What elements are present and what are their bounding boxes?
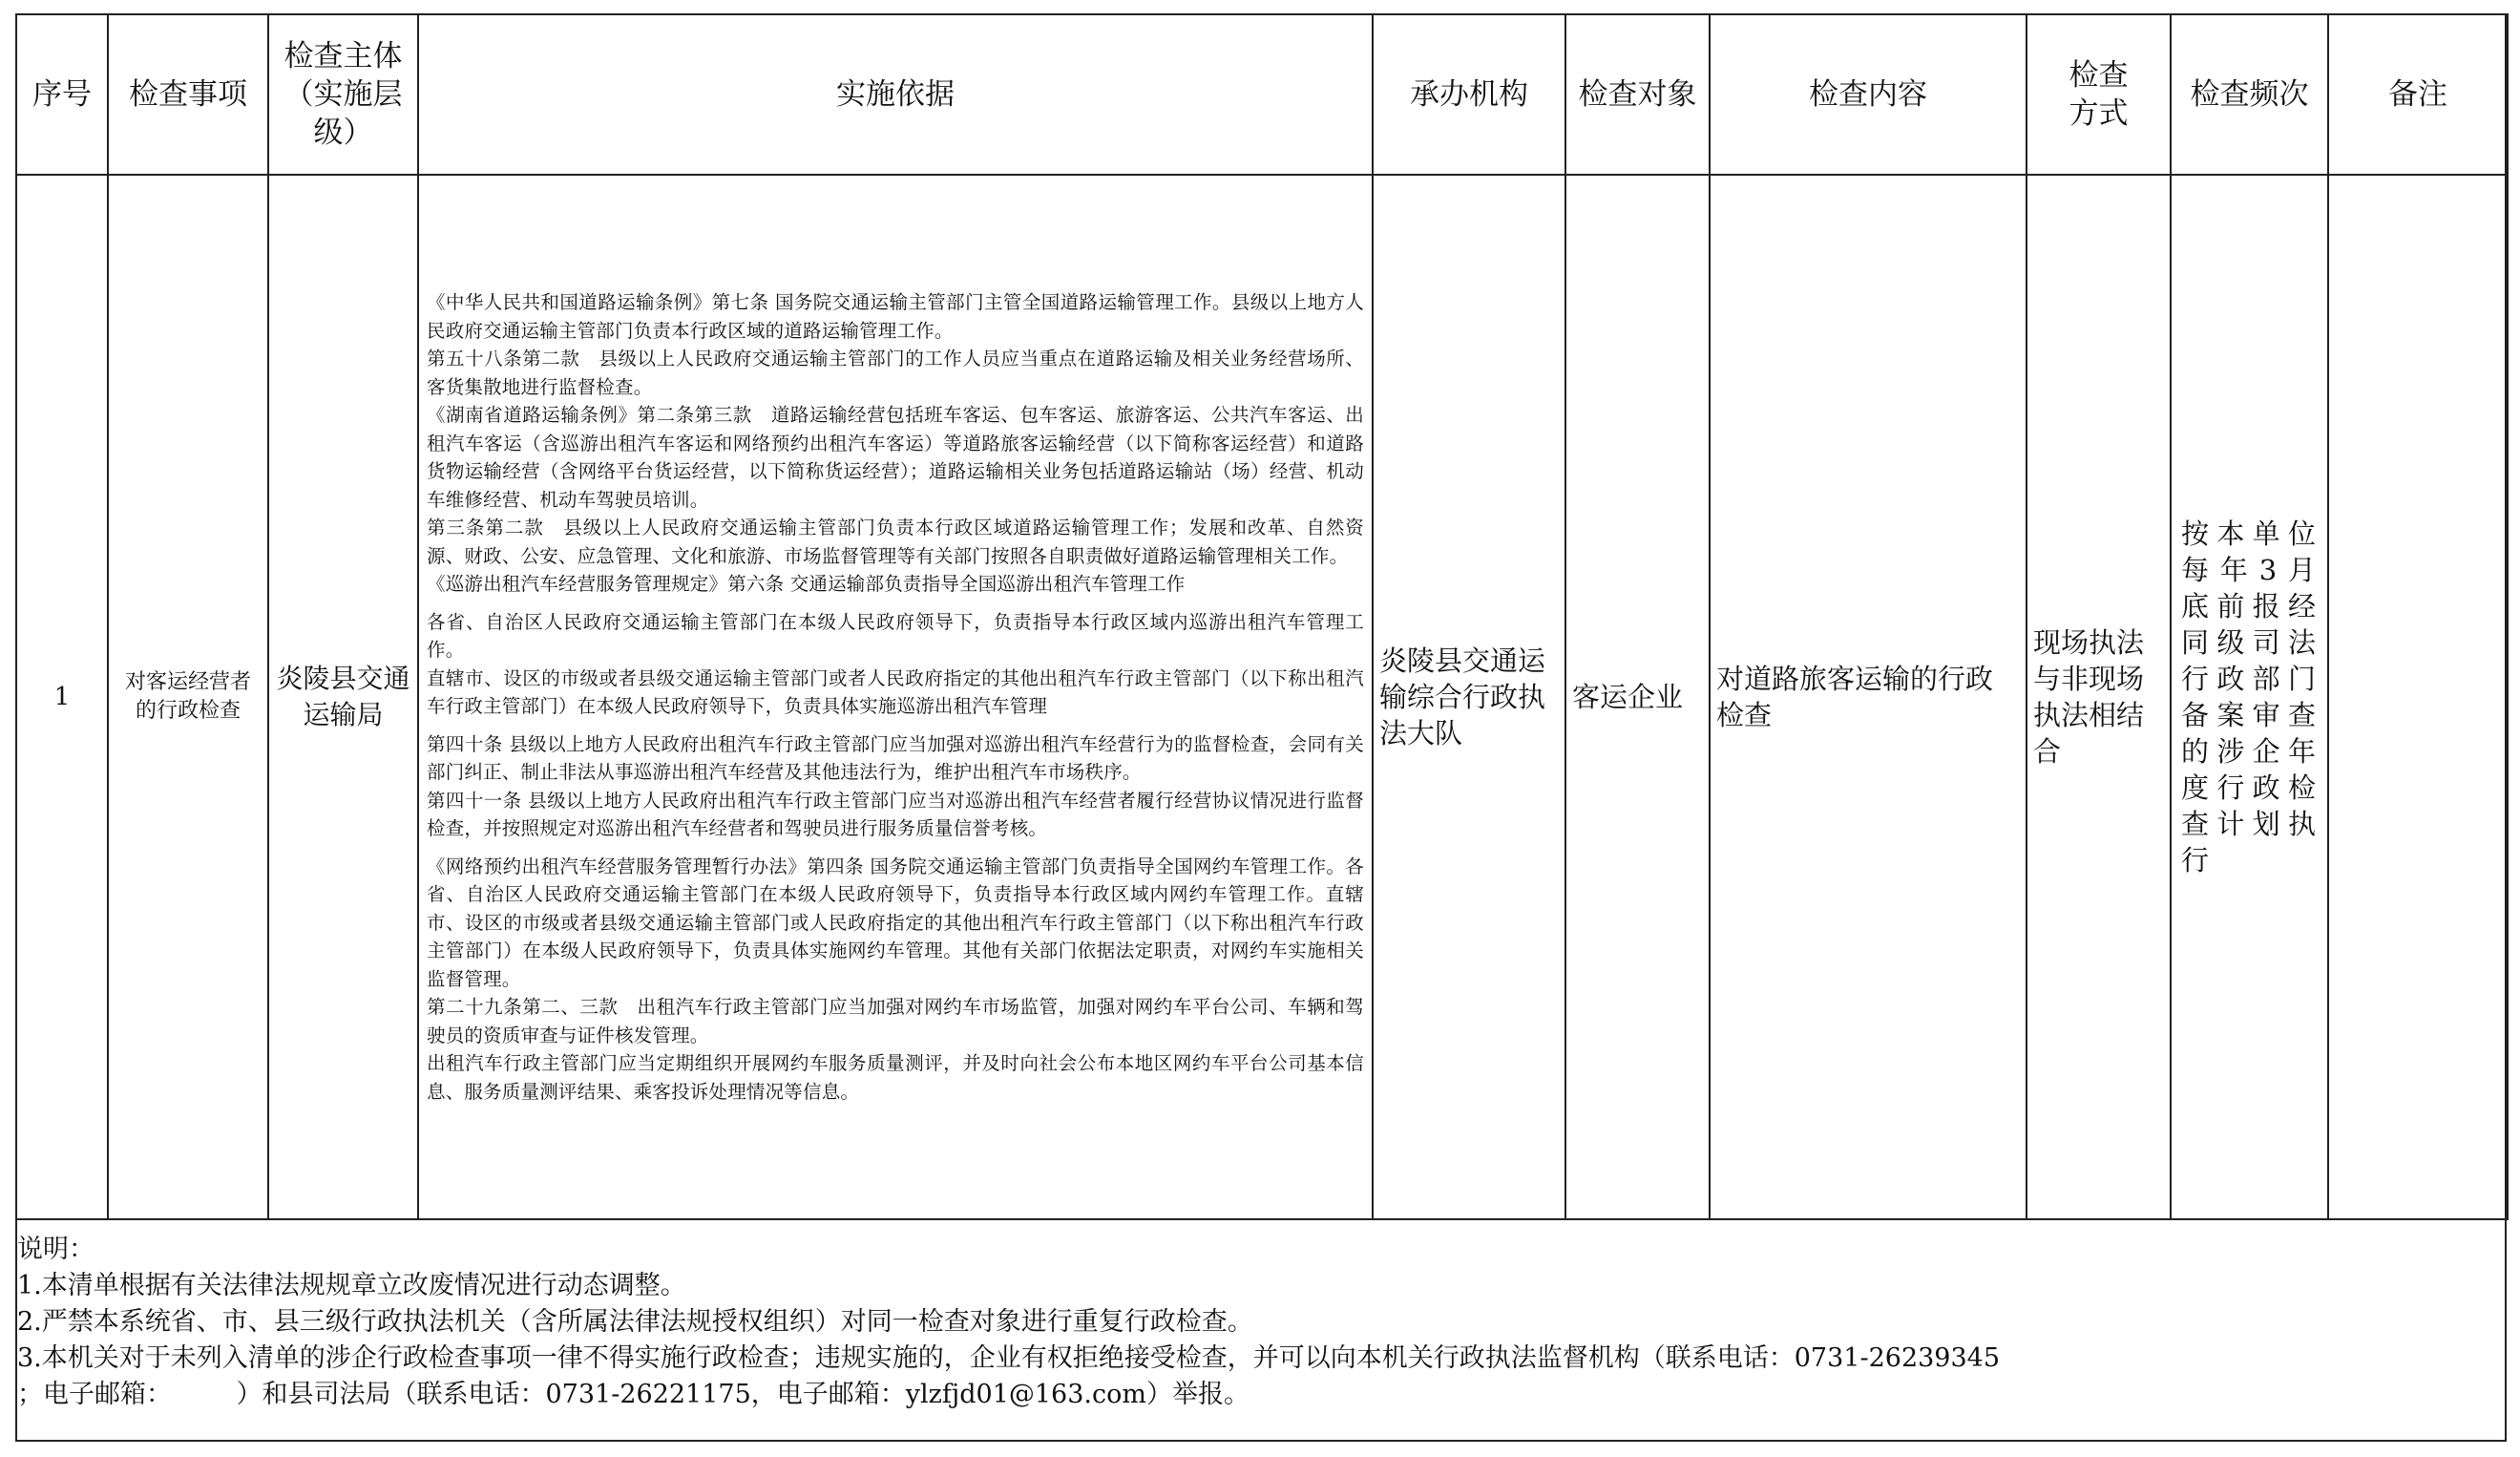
header-subject-line1: 检查主体 (284, 39, 403, 74)
header-method-line2: 方式 (2068, 96, 2129, 131)
header-row (16, 14, 2508, 175)
header-content: 检查内容 (1710, 14, 2026, 175)
header-frequency: 检查频次 (2171, 14, 2328, 175)
table-row (16, 175, 2508, 1219)
basis-paragraph: 第五十八条第二款 县级以上人民政府交通运输主管部门的工作人员应当重点在道路运输及相关业务经营场所、客货集散地进行监督检查。 (427, 348, 1364, 398)
notes-section (17, 1232, 2505, 1413)
inspection-table (15, 13, 2509, 1220)
notes-line: 3.本机关对于未列入清单的涉企行政检查事项一律不得实施行政检查；违规实施的，企业有权拒绝接受检查，并可以向本机关行政执法监督机构（联系电话：0731-26239345 (17, 1343, 2001, 1373)
cell-index: 1 (16, 175, 108, 1219)
notes-line: 2.严禁本系统省、市、县三级行政执法机关（含所属法律法规授权组织）对同一检查对象进行重复行政检查。 (17, 1307, 1253, 1337)
header-item: 检查事项 (108, 14, 268, 175)
header-subject-line2: （实施层 (284, 77, 403, 112)
header-org: 承办机构 (1373, 14, 1565, 175)
basis-paragraph: 《中华人民共和国道路运输条例》第七条 国务院交通运输主管部门主管全国道路运输管理工作。县级以上地方人民政府交通运输主管部门负责本行政区域的道路运输管理工作。 (427, 291, 1364, 342)
basis-paragraph: 第四十条 县级以上地方人民政府出租汽车行政主管部门应当加强对巡游出租汽车经营行为的监督检查，会同有关部门纠正、制止非法从事巡游出租汽车经营及其他违法行为，维护出租汽车市场秩序。 (427, 732, 1364, 783)
basis-paragraph: 出租汽车行政主管部门应当定期组织开展网约车服务质量测评，并及时向社会公布本地区网约车平台公司基本信息、服务质量测评结果、乘客投诉处理情况等信息。 (427, 1052, 1364, 1103)
header-subject (268, 14, 418, 175)
header-target: 检查对象 (1565, 14, 1710, 175)
basis-paragraph: 第三条第二款 县级以上人民政府交通运输主管部门负责本行政区域道路运输管理工作；发展和改革、自然资源、财政、公安、应急管理、文化和旅游、市场监督管理等有关部门按照各自职责做好道路运输管理相关工作。 (427, 517, 1364, 567)
header-index: 序号 (16, 14, 108, 175)
cell-item: 对客运经营者的行政检查 (108, 175, 268, 1219)
basis-paragraph: 第四十一条 县级以上地方人民政府出租汽车行政主管部门应当对巡游出租汽车经营者履行经营协议情况进行监督检查，并按照规定对巡游出租汽车经营者和驾驶员进行服务质量信誉考核。 (427, 789, 1364, 839)
basis-paragraph: 第二十九条第二、三款 出租汽车行政主管部门应当加强对网约车市场监管，加强对网约车平台公司、车辆和驾驶员的资质审查与证件核发管理。 (427, 996, 1364, 1046)
cell-org: 炎陵县交通运输综合行政执法大队 (1373, 175, 1565, 1219)
cell-method: 现场执法与非现场执法相结合 (2026, 175, 2171, 1219)
cell-remark (2328, 175, 2508, 1219)
notes-title: 说明： (17, 1235, 94, 1264)
basis-paragraph: 《湖南省道路运输条例》第二条第三款 道路运输经营包括班车客运、包车客运、旅游客运、公共汽车客运、出租汽车客运（含巡游出租汽车客运和网络预约出租汽车客运）等道路旅客运输经营（以下简称客运经营）和道路货物运输经营（含网络平台货运经营，以下简称货运经营）；道路运输相关业务包括道路运输站（场）经营、机动车维修经营、机动车驾驶员培训。 (427, 404, 1364, 511)
header-remark: 备注 (2328, 14, 2508, 175)
basis-paragraph: 各省、自治区人民政府交通运输主管部门在本级人民政府领导下，负责指导本行政区域内巡游出租汽车管理工作。 (427, 610, 1364, 661)
cell-content: 对道路旅客运输的行政检查 (1710, 175, 2026, 1219)
cell-target: 客运企业 (1565, 175, 1710, 1219)
cell-frequency: 按本单位每年3月底前报经同级司法行政部门备案审查的涉企年度行政检查计划执行 (2171, 175, 2328, 1219)
basis-paragraph: 直辖市、设区的市级或者县级交通运输主管部门或者人民政府指定的其他出租汽车行政主管部门（以下称出租汽车行政主管部门）在本级人民政府领导下，负责具体实施巡游出租汽车管理 (427, 666, 1364, 717)
basis-paragraph: 《网络预约出租汽车经营服务管理暂行办法》第四条 国务院交通运输主管部门负责指导全国网约车管理工作。各省、自治区人民政府交通运输主管部门在本级人民政府领导下，负责指导本行政区域内网约车管理工作。直辖市、设区的市级或者县级交通运输主管部门或人民政府指定的其他出租汽车行政主管部门（以下称出租汽车行政主管部门）在本级人民政府领导下，负责具体实施网约车管理。其他有关部门依据法定职责，对网约车实施相关监督管理。 (427, 855, 1364, 990)
header-basis: 实施依据 (418, 14, 1373, 175)
header-method (2026, 14, 2171, 175)
basis-paragraph: 《巡游出租汽车经营服务管理规定》第六条 交通运输部负责指导全国巡游出租汽车管理工作 (427, 573, 1186, 595)
cell-subject: 炎陵县交通运输局 (268, 175, 418, 1219)
notes-line: ；电子邮箱： ）和县司法局（联系电话：0731-26221175，电子邮箱：ylzfjd01@163.com）举报。 (17, 1380, 1250, 1409)
header-method-line1: 检查 (2068, 58, 2129, 93)
notes-line: 1.本清单根据有关法律法规规章立改废情况进行动态调整。 (17, 1271, 686, 1300)
cell-basis (418, 175, 1373, 1219)
header-subject-line3: 级） (313, 116, 373, 150)
